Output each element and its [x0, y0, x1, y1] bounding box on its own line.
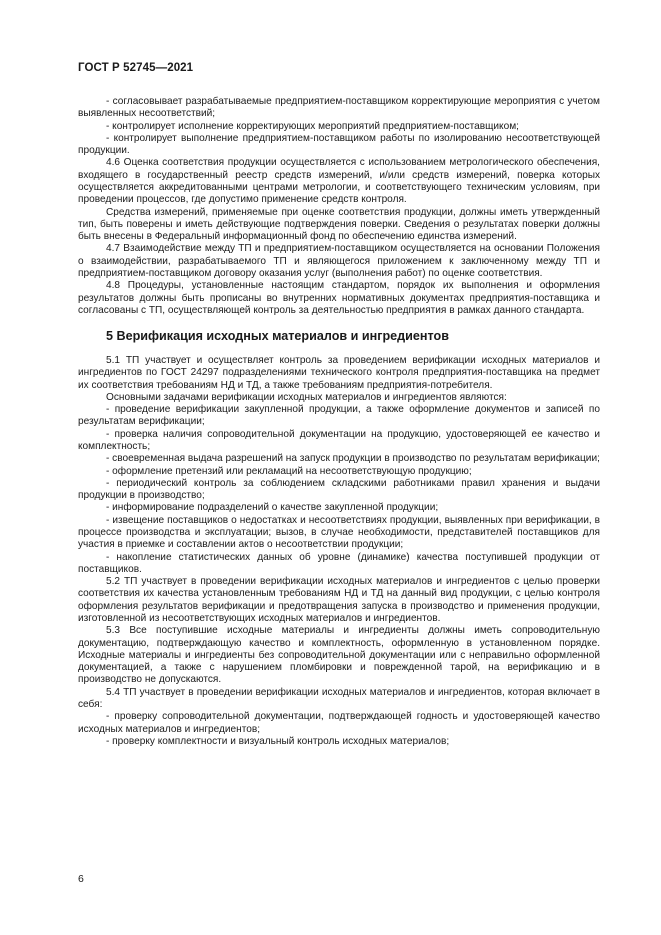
paragraph: 5.2 ТП участвует в проведении верификации исходных материалов и ингредиентов с целью проверки соответствия их качества установленным требованиям НД и ТД на данный вид продукции, с целью контроля оформления результатов верификации и предотвращения запуска в производство и применения продукции, изготовленной из несоответствующих исходных материалов и ингредиентов. — [78, 576, 600, 624]
paragraph: 5.3 Все поступившие исходные материалы и ингредиенты должны иметь сопроводительную документацию, подтверждающую качество и комплектность, оформленную в установленном порядке. Исходные материалы и ингредиенты без сопроводительной документации или с неправильно оформленной документацией, а также с нарушением пломбировки и поврежденной тарой, на верификацию и в производство не допускаются. — [78, 625, 600, 686]
paragraph: - своевременная выдача разрешений на запуск продукции в производство по результатам верификации; — [106, 453, 600, 465]
document-body — [78, 96, 600, 748]
paragraph: - контролирует исполнение корректирующих мероприятий предприятием-поставщиком; — [106, 120, 519, 132]
paragraph: Средства измерений, применяемые при оценке соответствия продукции, должны иметь утвержденный тип, быть поверены и иметь действующие подтверждения поверки. Сведения о результатах поверки должны быть внесены в Федеральный информационный фонд по обеспечению единства измерений. — [78, 206, 600, 243]
page-number: 6 — [78, 873, 84, 885]
paragraph: - проверку сопроводительной документации, подтверждающей годность и удостоверяющей качество исходных материалов и ингредиентов; — [78, 711, 600, 735]
paragraph: - извещение поставщиков о недостатках и несоответствиях продукции, выявленных при верификации, в процессе производства и эксплуатации; вызов, в случае необходимости, представителей поставщиков для участия в приемке и составлении актов о несоответствии продукции; — [78, 514, 600, 551]
paragraph: 5.4 ТП участвует в проведении верификации исходных материалов и ингредиентов, которая включает в себя: — [78, 686, 600, 710]
paragraph: 4.8 Процедуры, установленные настоящим стандартом, порядок их выполнения и оформления результатов должны быть прописаны во внутренних нормативных документах предприятия-поставщика и согласованы с ТП, осуществляющей контроль за деятельностью предприятия в рамках данного стандарта. — [78, 280, 600, 316]
document-code-header: ГОСТ Р 52745—2021 — [78, 62, 194, 74]
paragraph: - оформление претензий или рекламаций на несоответствующую продукцию; — [106, 465, 472, 477]
paragraph: 4.6 Оценка соответствия продукции осуществляется с использованием метрологического обеспечения, входящего в государственный реестр средств измерений, и/или средств измерений, поверка которых осуществляется аккредитованными центрами метрологии, и соответствующего техническим условиям, при проведении процессов, где допустимо применение средств контроля. — [78, 157, 600, 206]
paragraph: - проверку комплектности и визуальный контроль исходных материалов; — [106, 735, 450, 747]
paragraph: - периодический контроль за соблюдением складскими работниками правил хранения и выдачи продукции в производство; — [78, 477, 600, 502]
section-heading: 5 Верификация исходных материалов и ингредиентов — [106, 329, 449, 344]
paragraph: Основными задачами верификации исходных материалов и ингредиентов являются: — [106, 391, 507, 403]
paragraph: - контролирует выполнение предприятием-поставщиком работы по изолированию несоответствующей продукции. — [78, 132, 600, 157]
paragraph: - информирование подразделений о качестве закупленной продукции; — [106, 502, 439, 514]
paragraph: - накопление статистических данных об уровне (динамике) качества поступившей продукции от поставщиков. — [78, 551, 600, 575]
paragraph: 4.7 Взаимодействие между ТП и предприятием-поставщиком осуществляется на основании Положения о взаимодействии, разрабатываемого ТП и являющегося приложением к заключенному между ТП и предприятием-поставщиком договору оказания услуг (выполнения работ) по оценке соответствия. — [78, 243, 600, 279]
paragraph: - согласовывает разрабатываемые предприятием-поставщиком корректирующие мероприятия с учетом выявленных несоответствий; — [78, 96, 600, 120]
paragraph: - проверка наличия сопроводительной документации на продукцию, удостоверяющей ее качество и комплектность; — [78, 428, 600, 453]
paragraph: 5.1 ТП участвует и осуществляет контроль за проведением верификации исходных материалов и ингредиентов по ГОСТ 24297 подразделениями технического контроля предприятия-поставщика на предмет их соответствия требованиям НД и ТД, а также требованиям предприятия-потребителя. — [78, 355, 600, 391]
paragraph: - проведение верификации закупленной продукции, а также оформление документов и записей по результатам верификации; — [78, 404, 600, 428]
